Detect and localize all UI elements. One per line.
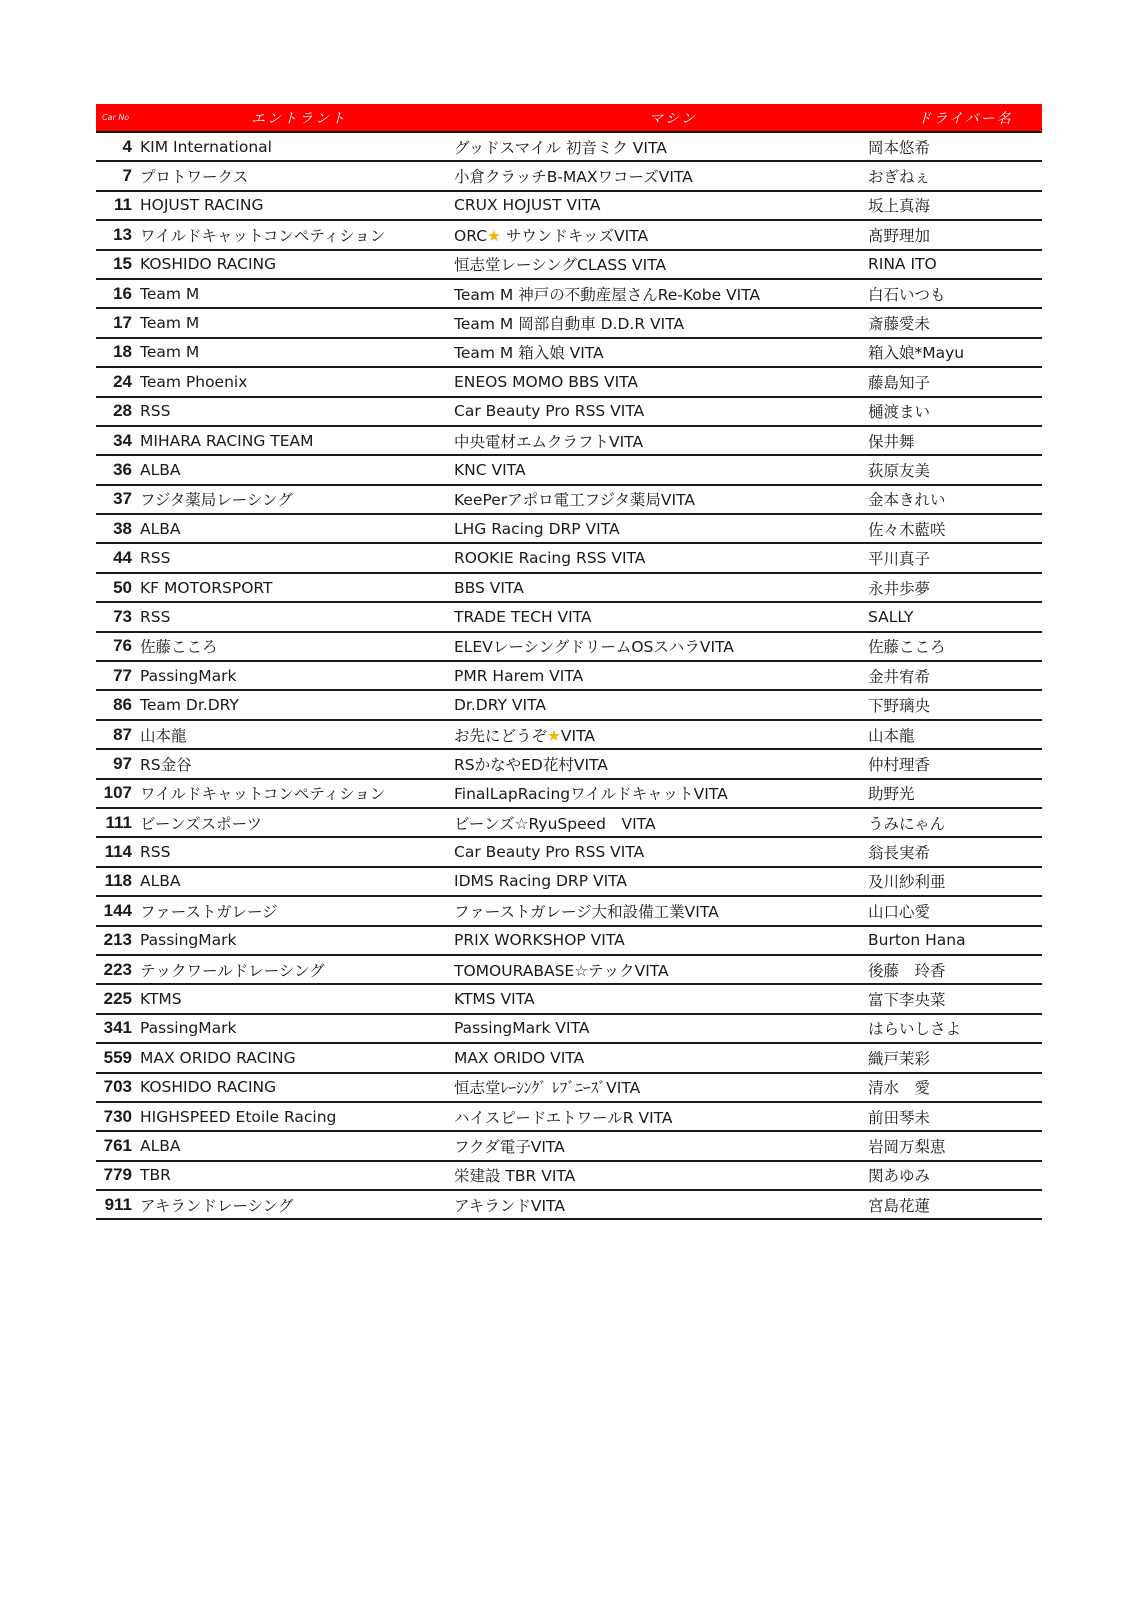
table-row bbox=[96, 1044, 1042, 1073]
machine-name: 栄建設 TBR VITA bbox=[454, 1167, 576, 1186]
driver-name: 仲村理香 bbox=[868, 755, 931, 774]
driver-name: 白石いつも bbox=[868, 285, 946, 304]
car-number: 16 bbox=[113, 283, 132, 303]
car-number: 73 bbox=[113, 606, 132, 626]
entry-list-table bbox=[96, 104, 1042, 1220]
driver-name: 佐々木藍咲 bbox=[868, 520, 946, 539]
entrant-name: KF MOTORSPORT bbox=[140, 578, 273, 597]
driver-name: 後藤 玲香 bbox=[868, 961, 946, 980]
entrant-name: PassingMark bbox=[140, 931, 237, 950]
driver-name: 岡本悠希 bbox=[868, 138, 931, 157]
car-number: 111 bbox=[105, 812, 132, 832]
entrant-name: RSS bbox=[140, 402, 171, 421]
entrant-name: RSS bbox=[140, 607, 171, 626]
entrant-name: HOJUST RACING bbox=[140, 196, 264, 215]
entrant-name: PassingMark bbox=[140, 666, 237, 685]
table-row bbox=[96, 956, 1042, 985]
entrant-name: ALBA bbox=[140, 872, 181, 891]
table-row bbox=[96, 780, 1042, 809]
machine-name: FinalLapRacingワイルドキャットVITA bbox=[454, 785, 728, 804]
car-number: 38 bbox=[113, 518, 132, 538]
table-row bbox=[96, 398, 1042, 427]
table-row bbox=[96, 1162, 1042, 1191]
car-number: 107 bbox=[103, 783, 132, 803]
car-number: 213 bbox=[103, 930, 132, 950]
table-row bbox=[96, 1015, 1042, 1044]
car-number: 36 bbox=[113, 459, 132, 479]
driver-name: 樋渡まい bbox=[868, 403, 931, 422]
car-number: 17 bbox=[113, 313, 132, 333]
star-icon: ★ bbox=[487, 226, 501, 245]
entrant-name: MIHARA RACING TEAM bbox=[140, 431, 314, 450]
driver-name: 坂上真海 bbox=[868, 197, 931, 216]
machine-name: RSかなやED花村VITA bbox=[454, 755, 608, 774]
entrant-name: RSS bbox=[140, 843, 171, 862]
table-row bbox=[96, 192, 1042, 221]
table-row bbox=[96, 368, 1042, 397]
table-row bbox=[96, 985, 1042, 1014]
driver-name: 藤島知子 bbox=[868, 373, 931, 392]
car-number: 911 bbox=[104, 1194, 132, 1214]
driver-name: 永井歩夢 bbox=[868, 579, 931, 598]
car-number: 18 bbox=[113, 342, 132, 362]
machine-name: 恒志堂レーシングCLASS VITA bbox=[454, 256, 667, 275]
machine-name: PMR Harem VITA bbox=[454, 666, 584, 685]
entrant-name: PassingMark bbox=[140, 1019, 237, 1038]
driver-name: Burton Hana bbox=[868, 931, 966, 950]
driver-name: 清水 愛 bbox=[868, 1079, 931, 1098]
machine-name: Team M 神戸の不動産屋さんRe-Kobe VITA bbox=[454, 285, 761, 304]
machine-name: Car Beauty Pro RSS VITA bbox=[454, 843, 645, 862]
car-number: 44 bbox=[113, 548, 132, 568]
driver-name: うみにゃん bbox=[868, 814, 946, 833]
entrant-name: Team M bbox=[140, 284, 200, 303]
driver-name: SALLY bbox=[868, 607, 914, 626]
driver-name: 及川紗利亜 bbox=[868, 873, 946, 892]
machine-name: PassingMark VITA bbox=[454, 1019, 590, 1038]
entrant-name: KIM International bbox=[140, 137, 272, 156]
table-row bbox=[96, 133, 1042, 162]
machine-name: MAX ORIDO VITA bbox=[454, 1048, 585, 1067]
star-icon: ★ bbox=[547, 726, 561, 745]
table-row bbox=[96, 809, 1042, 838]
car-number: 87 bbox=[113, 724, 132, 744]
driver-name: RINA ITO bbox=[868, 255, 937, 274]
header-entrant: エントラント bbox=[251, 110, 347, 127]
entrant-name: ALBA bbox=[140, 1136, 181, 1155]
table-row bbox=[96, 838, 1042, 867]
entrant-name: ワイルドキャットコンペティション bbox=[140, 226, 386, 245]
machine-name: ELEVレーシングドリームOSスハラVITA bbox=[454, 638, 734, 657]
table-row bbox=[96, 662, 1042, 691]
driver-name: 宮島花蓮 bbox=[868, 1196, 931, 1215]
car-number: 7 bbox=[122, 166, 132, 186]
table-row bbox=[96, 251, 1042, 280]
entrant-name: フジタ薬局レーシング bbox=[140, 491, 293, 510]
car-number: 11 bbox=[114, 195, 132, 215]
driver-name: 斎藤愛未 bbox=[868, 315, 931, 334]
machine-name: Team M 岡部自動車 D.D.R VITA bbox=[454, 315, 685, 334]
driver-name: 関あゆみ bbox=[868, 1167, 931, 1186]
table-row bbox=[96, 1103, 1042, 1132]
car-number: 76 bbox=[113, 636, 132, 656]
table-body bbox=[96, 133, 1042, 1220]
driver-name: 富下李央菜 bbox=[868, 991, 946, 1010]
machine-name: KNC VITA bbox=[454, 460, 526, 479]
table-row bbox=[96, 486, 1042, 515]
table-row bbox=[96, 339, 1042, 368]
table-row bbox=[96, 544, 1042, 573]
driver-name: 金本きれい bbox=[868, 491, 946, 510]
machine-name: 小倉クラッチB-MAXワコーズVITA bbox=[454, 168, 693, 187]
car-number: 341 bbox=[103, 1018, 132, 1038]
entrant-name: RS金谷 bbox=[140, 755, 192, 774]
machine-name: PRIX WORKSHOP VITA bbox=[454, 931, 625, 950]
entrant-name: ビーンズスポーツ bbox=[140, 814, 262, 833]
car-number: 15 bbox=[113, 254, 132, 274]
driver-name: 下野璃央 bbox=[868, 697, 931, 716]
entrant-name: プロトワークス bbox=[140, 168, 249, 187]
entrant-name: テックワールドレーシング bbox=[140, 961, 325, 980]
header-driver: ドライバー名 bbox=[917, 110, 1013, 127]
machine-name: TOMOURABASE☆テックVITA bbox=[454, 961, 669, 980]
machine-name: 中央電材エムクラフトVITA bbox=[454, 432, 644, 451]
table-row bbox=[96, 897, 1042, 926]
car-number: 97 bbox=[113, 753, 132, 773]
car-number: 559 bbox=[103, 1047, 132, 1067]
machine-name: IDMS Racing DRP VITA bbox=[454, 872, 628, 891]
table-row bbox=[96, 1074, 1042, 1103]
table-row bbox=[96, 515, 1042, 544]
car-number: 34 bbox=[113, 430, 132, 450]
entrant-name: TBR bbox=[140, 1166, 171, 1185]
machine-name: KTMS VITA bbox=[454, 990, 535, 1009]
car-number: 730 bbox=[103, 1106, 132, 1126]
machine-name: CRUX HOJUST VITA bbox=[454, 196, 601, 215]
machine-name: ファーストガレージ大和設備工業VITA bbox=[454, 902, 719, 921]
driver-name: 箱入娘*Mayu bbox=[868, 344, 965, 363]
driver-name: 山本龍 bbox=[868, 726, 915, 745]
machine-name: ENEOS MOMO BBS VITA bbox=[454, 372, 639, 391]
entrant-name: Team Phoenix bbox=[140, 372, 248, 391]
header-machine: マシン bbox=[649, 110, 697, 127]
table-row bbox=[96, 721, 1042, 750]
entrant-name: ワイルドキャットコンペティション bbox=[140, 785, 386, 804]
car-number: 761 bbox=[103, 1135, 132, 1155]
table-row bbox=[96, 221, 1042, 250]
entrant-name: Team M bbox=[140, 314, 200, 333]
entrant-name: KTMS bbox=[140, 990, 182, 1009]
car-number: 86 bbox=[113, 695, 132, 715]
machine-name: KeePerアポロ電工フジタ薬局VITA bbox=[454, 491, 695, 510]
car-number: 28 bbox=[113, 401, 132, 421]
machine-name: LHG Racing DRP VITA bbox=[454, 519, 620, 538]
car-number: 13 bbox=[113, 224, 132, 244]
entrant-name: RSS bbox=[140, 549, 171, 568]
header-car-no: Car No bbox=[102, 113, 130, 122]
table-row bbox=[96, 927, 1042, 956]
machine-name: Car Beauty Pro RSS VITA bbox=[454, 402, 645, 421]
machine-name: アキランドVITA bbox=[454, 1196, 565, 1215]
driver-name: 金井宥希 bbox=[868, 667, 931, 686]
car-number: 24 bbox=[113, 371, 132, 391]
driver-name: 佐藤こころ bbox=[868, 638, 946, 657]
driver-name: おぎねぇ bbox=[868, 168, 931, 187]
driver-name: 岩岡万梨恵 bbox=[868, 1137, 946, 1156]
table-row bbox=[96, 868, 1042, 897]
driver-name: 髙野理加 bbox=[868, 226, 931, 245]
car-number: 223 bbox=[103, 959, 132, 979]
machine-name: ハイスピードエトワールR VITA bbox=[454, 1108, 673, 1127]
car-number: 779 bbox=[103, 1165, 132, 1185]
table-row bbox=[96, 633, 1042, 662]
car-number: 118 bbox=[104, 871, 132, 891]
driver-name: 前田琴未 bbox=[868, 1108, 931, 1127]
table-row bbox=[96, 574, 1042, 603]
car-number: 77 bbox=[113, 665, 132, 685]
car-number: 703 bbox=[103, 1077, 132, 1097]
driver-name: 山口心愛 bbox=[868, 902, 931, 921]
table-row bbox=[96, 1191, 1042, 1220]
table-row bbox=[96, 309, 1042, 338]
entrant-name: ALBA bbox=[140, 460, 181, 479]
table-row bbox=[96, 691, 1042, 720]
machine-name: ROOKIE Racing RSS VITA bbox=[454, 549, 646, 568]
entrant-name: 山本龍 bbox=[140, 726, 187, 745]
machine-name: Dr.DRY VITA bbox=[454, 696, 546, 715]
car-number: 37 bbox=[113, 489, 132, 509]
table-row bbox=[96, 280, 1042, 309]
entrant-name: Team M bbox=[140, 343, 200, 362]
driver-name: 荻原友美 bbox=[868, 461, 931, 480]
car-number: 4 bbox=[122, 136, 132, 156]
machine-name: フクダ電子VITA bbox=[454, 1137, 565, 1156]
car-number: 225 bbox=[103, 989, 132, 1009]
entrant-name: KOSHIDO RACING bbox=[140, 255, 277, 274]
driver-name: 助野光 bbox=[868, 785, 915, 804]
table-row bbox=[96, 162, 1042, 191]
driver-name: 平川真子 bbox=[868, 550, 931, 569]
machine-name: ビーンズ☆RyuSpeed VITA bbox=[454, 814, 656, 833]
entrant-name: 佐藤こころ bbox=[140, 638, 218, 657]
machine-name: グッドスマイル 初音ミク VITA bbox=[454, 138, 667, 157]
entrant-name: KOSHIDO RACING bbox=[140, 1078, 277, 1097]
table-row bbox=[96, 427, 1042, 456]
car-number: 114 bbox=[104, 842, 132, 862]
machine-name: ORC★ サウンドキッズVITA bbox=[454, 226, 649, 245]
driver-name: 保井舞 bbox=[868, 432, 915, 451]
table-header bbox=[96, 104, 1042, 133]
machine-name: TRADE TECH VITA bbox=[454, 607, 592, 626]
driver-name: 翁長実希 bbox=[868, 844, 931, 863]
machine-name: 恒志堂ﾚｰｼﾝｸﾞ ﾚﾌﾞﾆｰｽﾞVITA bbox=[454, 1079, 641, 1098]
entrant-name: HIGHSPEED Etoile Racing bbox=[140, 1107, 337, 1126]
entrant-name: Team Dr.DRY bbox=[140, 696, 239, 715]
table-row bbox=[96, 1132, 1042, 1161]
entrant-name: アキランドレーシング bbox=[140, 1196, 294, 1215]
table-row bbox=[96, 456, 1042, 485]
driver-name: 織戸茉彩 bbox=[868, 1049, 931, 1068]
entrant-name: ファーストガレージ bbox=[140, 902, 278, 921]
entrant-name: ALBA bbox=[140, 519, 181, 538]
car-number: 50 bbox=[113, 577, 132, 597]
table-row bbox=[96, 750, 1042, 779]
table-row bbox=[96, 603, 1042, 632]
machine-name: お先にどうぞ★VITA bbox=[454, 726, 595, 745]
entrant-name: MAX ORIDO RACING bbox=[140, 1048, 296, 1067]
car-number: 144 bbox=[103, 900, 132, 920]
machine-name: BBS VITA bbox=[454, 578, 524, 597]
driver-name: はらいしさよ bbox=[868, 1020, 962, 1039]
machine-name: Team M 箱入娘 VITA bbox=[454, 344, 604, 363]
